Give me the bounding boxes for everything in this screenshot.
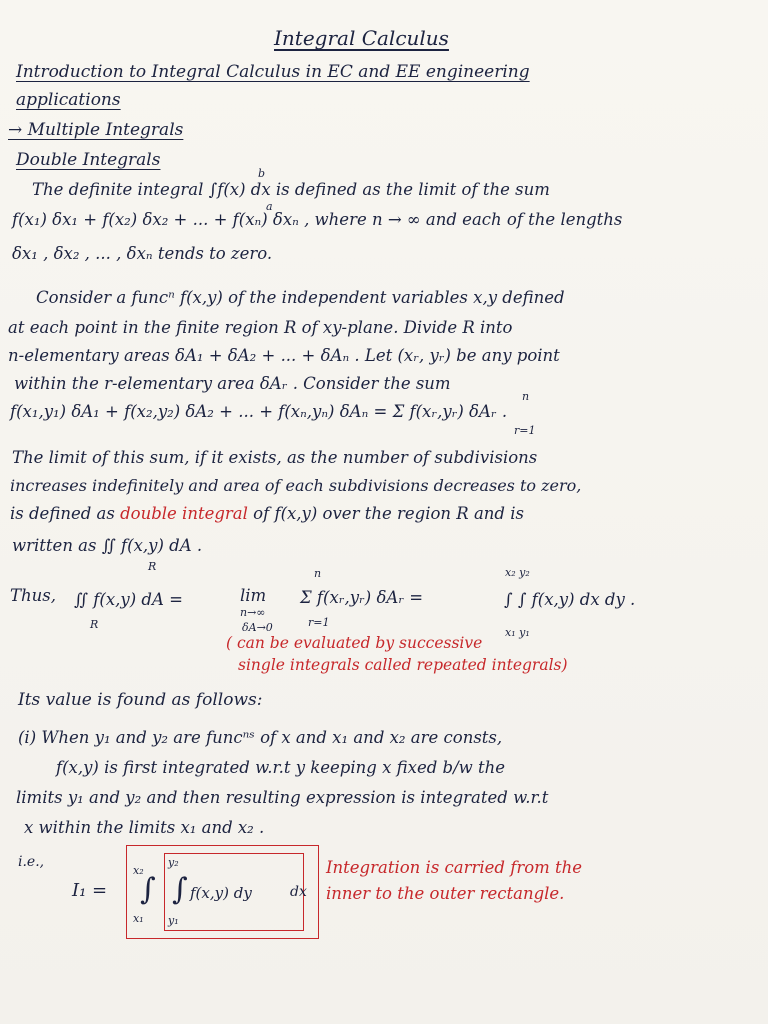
thus-sum-upper: n (314, 567, 322, 580)
thus-rhs: ∫ ∫ f(x,y) dx dy . (504, 590, 636, 609)
lim-label: lim (240, 586, 267, 605)
thus-sum: Σ f(xᵣ,yᵣ) δAᵣ = (300, 588, 424, 607)
outer-integral-sign: ∫ (140, 872, 156, 907)
lim-n-infinity: n→∞ (240, 606, 266, 619)
case1-line4: x within the limits x₁ and x₂ . (24, 818, 265, 837)
integration-note-line2: inner to the outer rectangle. (326, 884, 565, 903)
para2-line2: at each point in the finite region R of xy-plane. Divide R into (8, 318, 513, 337)
multiple-integrals-label: → Multiple Integrals (8, 120, 184, 140)
outer-dx: dx (290, 884, 307, 900)
para1-line2: f(x₁) δx₁ + f(x₂) δx₂ + ... + f(xₙ) δxₙ , where n → ∞ and each of the lengths (12, 210, 623, 229)
para3-line2: increases indefinitely and area of each subdivisions decreases to zero, (10, 476, 582, 495)
thus-label: Thus, (10, 586, 56, 605)
outer-lower-limit: x₁ (133, 912, 144, 925)
its-value-line: Its value is found as follows: (18, 690, 263, 710)
double-integral-term: double integral (120, 504, 248, 523)
para2-line1: Consider a funcⁿ f(x,y) of the independent variables x,y defined (36, 288, 565, 307)
i1-lhs: I₁ = (72, 880, 108, 901)
double-integrals-heading: Double Integrals (16, 150, 161, 170)
thus-lhs-region: R (90, 618, 99, 631)
note-line2: single integrals called repeated integrals) (238, 656, 568, 674)
para3-line3 (10, 504, 524, 523)
inner-integrand: f(x,y) dy (190, 884, 252, 902)
intro-heading-line2: applications (16, 90, 121, 110)
para3-text-b: of f(x,y) over the region R and is (253, 504, 524, 523)
para3-line4: written as ∬ f(x,y) dA . (12, 536, 203, 555)
intro-heading-line1: Introduction to Integral Calculus in EC and EE engineering (16, 62, 530, 82)
integration-note-line1: Integration is carried from the (326, 858, 583, 877)
para2-line3: n-elementary areas δA₁ + δA₂ + ... + δAₙ . Let (xᵣ, yᵣ) be any point (8, 346, 560, 365)
thus-sum-lower: r=1 (308, 616, 330, 629)
case1-line3: limits y₁ and y₂ and then resulting expression is integrated w.r.t (16, 788, 549, 807)
ie-label: i.e., (18, 854, 45, 870)
inner-upper-limit: y₂ (168, 856, 179, 869)
inner-integral-sign: ∫ (172, 872, 188, 907)
thus-lhs: ∬ f(x,y) dA = (74, 590, 183, 609)
lim-da-zero: δA→0 (242, 621, 273, 634)
note-line1: ( can be evaluated by successive (226, 634, 483, 652)
integral-lower-limit-a: a (266, 200, 273, 213)
sum-lower-limit: r=1 (514, 424, 536, 437)
para2-line5: f(x₁,y₁) δA₁ + f(x₂,y₂) δA₂ + ... + f(xₙ,yₙ) δAₙ = Σ f(xᵣ,yᵣ) δAᵣ . (10, 402, 508, 421)
thus-rhs-lower-limits: x₁ y₁ (505, 626, 530, 639)
page-title: Integral Calculus (274, 26, 449, 50)
thus-rhs-upper-limits: x₂ y₂ (505, 566, 530, 579)
outer-upper-limit: x₂ (133, 864, 144, 877)
multiple-integrals-heading (8, 120, 183, 140)
inner-lower-limit: y₁ (168, 914, 179, 927)
para3-line1: The limit of this sum, if it exists, as the number of subdivisions (12, 448, 538, 467)
region-r-subscript: R (148, 560, 157, 573)
case1-line1: (i) When y₁ and y₂ are funcⁿˢ of x and x₁ and x₂ are consts, (18, 728, 503, 747)
para2-line4: within the r-elementary area δAᵣ . Consider the sum (14, 374, 451, 393)
para1-line1: The definite integral ∫f(x) dx is defined as the limit of the sum (32, 180, 550, 199)
integral-upper-limit-b: b (258, 167, 266, 180)
sum-upper-limit: n (522, 390, 530, 403)
case1-line2: f(x,y) is first integrated w.r.t y keeping x fixed b/w the (56, 758, 506, 777)
para1-line3: δx₁ , δx₂ , ... , δxₙ tends to zero. (12, 244, 273, 263)
para3-text-a: is defined as (10, 504, 115, 523)
